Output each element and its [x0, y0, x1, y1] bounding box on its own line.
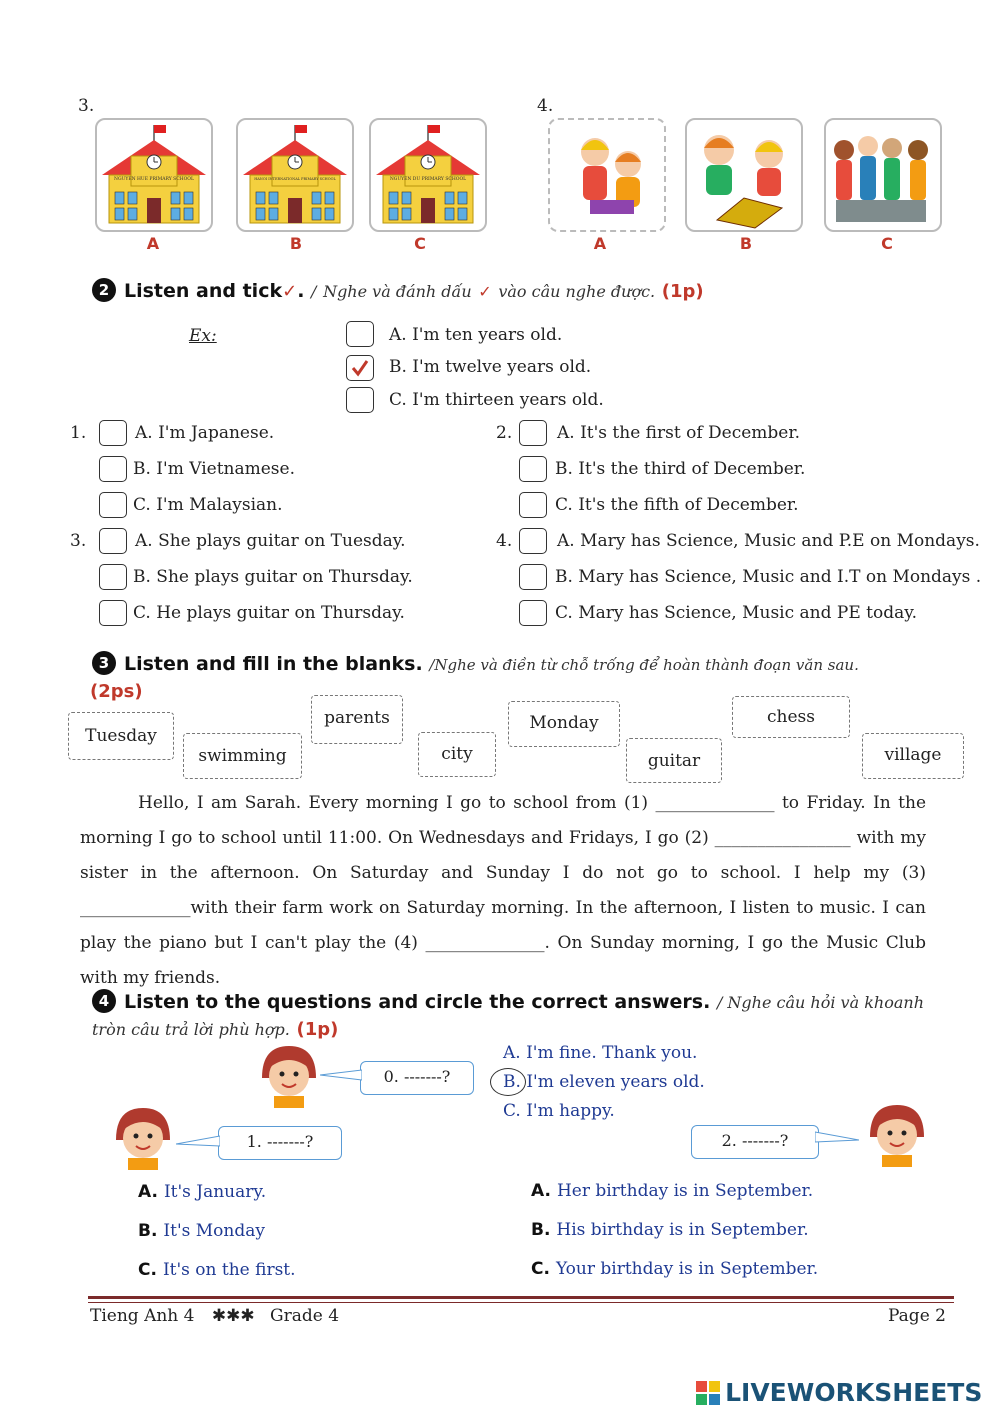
q2-answer-b: B. His birthday is in September.	[531, 1220, 809, 1240]
reading-kids-picture	[548, 118, 666, 232]
brand-live: LIVE	[725, 1378, 787, 1407]
word-box-guitar: guitar	[626, 738, 722, 783]
q1-checkbox-b[interactable]	[99, 456, 127, 482]
section-3-bullet: 3	[92, 651, 116, 675]
example-checkbox-a[interactable]	[346, 321, 374, 347]
example-question-bubble: 0. -------?	[360, 1061, 474, 1095]
q3-checkbox-b[interactable]	[99, 564, 127, 590]
section-4-bullet: 4	[92, 989, 116, 1013]
q4-checkbox-c[interactable]	[519, 600, 547, 626]
q1-answer-a: A. It's January.	[138, 1182, 267, 1202]
q1-answer-c: C. It's on the first.	[138, 1260, 296, 1280]
example-answer-b: B. I'm eleven years old.	[503, 1072, 705, 1092]
q3-number: 3.	[70, 531, 87, 551]
school-a-label: A	[146, 234, 160, 253]
fill-in-paragraph: Hello, I am Sarah. Every morning I go to school from (1) ______________ to Friday. In the morning I go to school until 11:00. On Wednesdays and Fridays, I go (2) ________________ with my sister in the afternoon. On Saturday and Sunday I do not go to school. I help my (3) _____________with their farm work on Saturday morning. In the afternoon, I listen to music. I can play the piano but I can't play the (4) ______________. On Sunday morning, I go the Music Club with my friends.	[80, 793, 926, 988]
school-sign-b: HANOI INTERNATIONAL PRIMARY SCHOOL	[254, 177, 336, 181]
footer-rule-thin	[88, 1302, 954, 1303]
q2-answer-a: A. Her birthday is in September.	[531, 1181, 814, 1201]
footer-page-number: Page 2	[888, 1306, 946, 1326]
q2-question-bubble: 2. -------?	[691, 1125, 819, 1159]
q1-option-b: B. I'm Vietnamese.	[133, 459, 295, 479]
q1-option-a: A. I'm Japanese.	[135, 423, 275, 443]
q1-option-c: C. I'm Malaysian.	[133, 495, 283, 515]
kids-b-label: B	[739, 234, 753, 253]
footer-rule-thick	[88, 1296, 954, 1299]
section-3-subtitle: /Nghe và điền từ chỗ trống để hoàn thành đoạn văn sau.	[429, 656, 859, 674]
brand-worksheets: WORKSHEETS	[786, 1378, 983, 1407]
q2-checkbox-c[interactable]	[519, 492, 547, 518]
footer-stars: ✱✱✱	[211, 1306, 255, 1326]
q4-number: 4.	[496, 531, 513, 551]
school-sign-c: NGUYEN DU PRIMARY SCHOOL	[389, 177, 467, 182]
check-mark-icon	[347, 356, 373, 380]
section-3-points: (2ps)	[90, 681, 143, 702]
section-2-points: (1p)	[661, 281, 704, 302]
q2-checkbox-a[interactable]	[519, 420, 547, 446]
kids-a-label: A	[593, 234, 607, 253]
section-4-heading	[92, 989, 952, 1043]
q4-checkbox-b[interactable]	[519, 564, 547, 590]
example-option-b: B. I'm twelve years old.	[389, 357, 592, 377]
q2-option-c: C. It's the fifth of December.	[555, 495, 799, 515]
liveworksheets-logo	[696, 1378, 982, 1407]
q3-option-a: A. She plays guitar on Tuesday.	[135, 531, 406, 551]
q1-bubble-tail	[176, 1134, 220, 1148]
q2-option-b: B. It's the third of December.	[555, 459, 806, 479]
q4-option-b: B. Mary has Science, Music and I.T on Mondays .	[555, 567, 982, 587]
q4-option-a: A. Mary has Science, Music and P.E on Mondays.	[557, 531, 980, 551]
q1-checkbox-c[interactable]	[99, 492, 127, 518]
q1-number: 1.	[70, 423, 87, 443]
example-checkbox-c[interactable]	[346, 387, 374, 413]
school-picture-a	[95, 118, 213, 232]
word-box-parents: parents	[311, 695, 403, 744]
example-label: Ex:	[189, 326, 217, 346]
girl-avatar-q2	[862, 1101, 932, 1171]
footer-left: Tieng Anh 4 ✱✱✱ Grade 4	[90, 1306, 340, 1326]
q2-answer-c: C. Your birthday is in September.	[531, 1259, 819, 1279]
section-3-title: Listen and fill in the blanks.	[124, 653, 423, 675]
group-kids-picture	[824, 118, 942, 232]
word-box-monday: Monday	[508, 701, 620, 747]
q4-checkbox-a[interactable]	[519, 528, 547, 554]
q2-option-a: A. It's the first of December.	[557, 423, 801, 443]
school-picture-c	[369, 118, 487, 232]
q1-answer-b: B. It's Monday	[138, 1221, 265, 1241]
school-b-label: B	[289, 234, 303, 253]
question-4-number: 4.	[537, 96, 554, 116]
example-option-a: A. I'm ten years old.	[389, 325, 563, 345]
word-box-tuesday: Tuesday	[68, 712, 174, 760]
q2-number: 2.	[496, 423, 513, 443]
example-bubble-tail	[320, 1068, 362, 1082]
q1-question-bubble: 1. -------?	[218, 1126, 342, 1160]
q3-option-b: B. She plays guitar on Thursday.	[133, 567, 413, 587]
kids-c-label: C	[881, 234, 893, 253]
section-2-title: Listen and tick	[124, 280, 283, 302]
section-4-points: (1p)	[296, 1019, 339, 1040]
chess-kids-picture	[685, 118, 803, 232]
word-box-city: city	[418, 732, 496, 777]
school-c-label: C	[414, 234, 426, 253]
school-picture-b	[236, 118, 354, 232]
girl-avatar-q1	[108, 1104, 178, 1174]
tick-icon: ✓	[282, 281, 298, 302]
q1-checkbox-a[interactable]	[99, 420, 127, 446]
section-4-subtitle: / Nghe câu hỏi và khoanh tròn câu trả lời phù hợp.	[92, 993, 924, 1039]
section-2-heading: 2 Listen and tick✓. / Nghe và đánh dấu ✓ vào câu nghe được. (1p)	[92, 278, 704, 302]
section-3-heading	[92, 651, 859, 675]
q2-checkbox-b[interactable]	[519, 456, 547, 482]
school-sign-a: NGUYEN HUE PRIMARY SCHOOL	[114, 177, 194, 182]
section-2-subtitle: Nghe và đánh dấu	[323, 282, 472, 301]
q3-checkbox-c[interactable]	[99, 600, 127, 626]
question-3-number: 3.	[78, 96, 95, 116]
q2-bubble-tail	[815, 1130, 859, 1144]
liveworksheets-logo-icon	[696, 1381, 720, 1405]
word-box-village: village	[862, 733, 964, 779]
q3-checkbox-a[interactable]	[99, 528, 127, 554]
example-option-c: C. I'm thirteen years old.	[389, 390, 604, 410]
example-answer-a: A. I'm fine. Thank you.	[503, 1043, 698, 1063]
section-4-title: Listen to the questions and circle the correct answers.	[124, 991, 711, 1013]
word-box-swimming: swimming	[183, 733, 302, 779]
q3-option-c: C. He plays guitar on Thursday.	[133, 603, 405, 623]
example-checkbox-b-checked[interactable]	[346, 355, 374, 381]
example-answer-c: C. I'm happy.	[503, 1101, 615, 1121]
tick-icon-small: ✓	[478, 282, 492, 301]
word-box-chess: chess	[732, 696, 850, 738]
q4-option-c: C. Mary has Science, Music and PE today.	[555, 603, 917, 623]
girl-avatar-example	[254, 1042, 324, 1112]
section-2-bullet: 2	[92, 278, 116, 302]
